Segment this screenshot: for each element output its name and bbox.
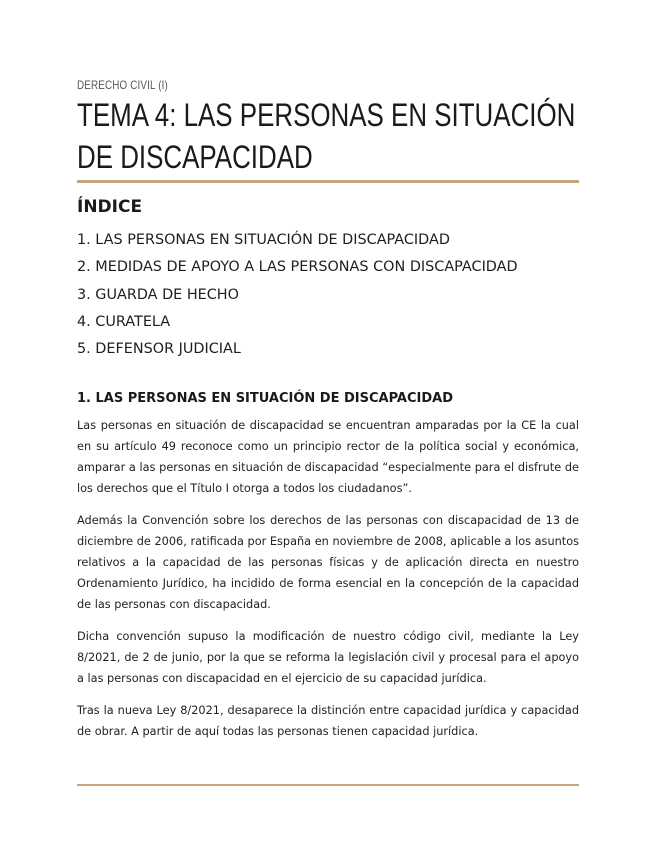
body-paragraph: Las personas en situación de discapacidad se encuentran amparadas por la CE la cual en su artículo 49 reconoce como un principio rector de la política social y económica, amparar a las personas en situación de discapacidad “especialmente para el disfrute de los derechos que el Título I otorga a todos los ciudadanos”. xyxy=(77,419,579,495)
index-item: 3. GUARDA DE HECHO xyxy=(77,286,239,303)
index-item: 5. DEFENSOR JUDICIAL xyxy=(77,341,241,358)
title-divider xyxy=(77,180,579,183)
index-item: 2. MEDIDAS DE APOYO A LAS PERSONAS CON DISCAPACIDAD xyxy=(77,259,518,276)
body-paragraph: Dicha convención supuso la modificación de nuestro código civil, mediante la Ley 8/2021, de 2 de junio, por la que se reforma la legislación civil y procesal para el apoyo a las personas con discapacidad en el ejercicio de su capacidad jurídica. xyxy=(77,630,579,685)
body-paragraph: Además la Convención sobre los derechos de las personas con discapacidad de 13 de diciembre de 2006, ratificada por España en noviembre de 2008, aplicable a los asuntos relativos a la capacidad de las personas físicas y de aplicación directa en nuestro Ordenamiento Jurídico, ha incidido de forma esencial en la concepción de la capacidad de las personas con discapacidad. xyxy=(77,514,579,611)
index-item: 1. LAS PERSONAS EN SITUACIÓN DE DISCAPACIDAD xyxy=(77,232,450,248)
index-heading: ÍNDICE xyxy=(77,197,143,217)
body-paragraph: Tras la nueva Ley 8/2021, desaparece la distinción entre capacidad jurídica y capacidad de obrar. A partir de aquí todas las personas tienen capacidad jurídica. xyxy=(77,704,579,738)
subject-label: DERECHO CIVIL (I) xyxy=(77,78,168,92)
page-title: TEMA 4: LAS PERSONAS EN SITUACIÓN DE DISCAPACIDAD xyxy=(77,97,576,175)
index-item: 4. CURATELA xyxy=(77,313,171,330)
index-list xyxy=(77,227,518,363)
footer-divider xyxy=(77,784,579,786)
section-heading: 1. LAS PERSONAS EN SITUACIÓN DE DISCAPACIDAD xyxy=(77,391,454,406)
